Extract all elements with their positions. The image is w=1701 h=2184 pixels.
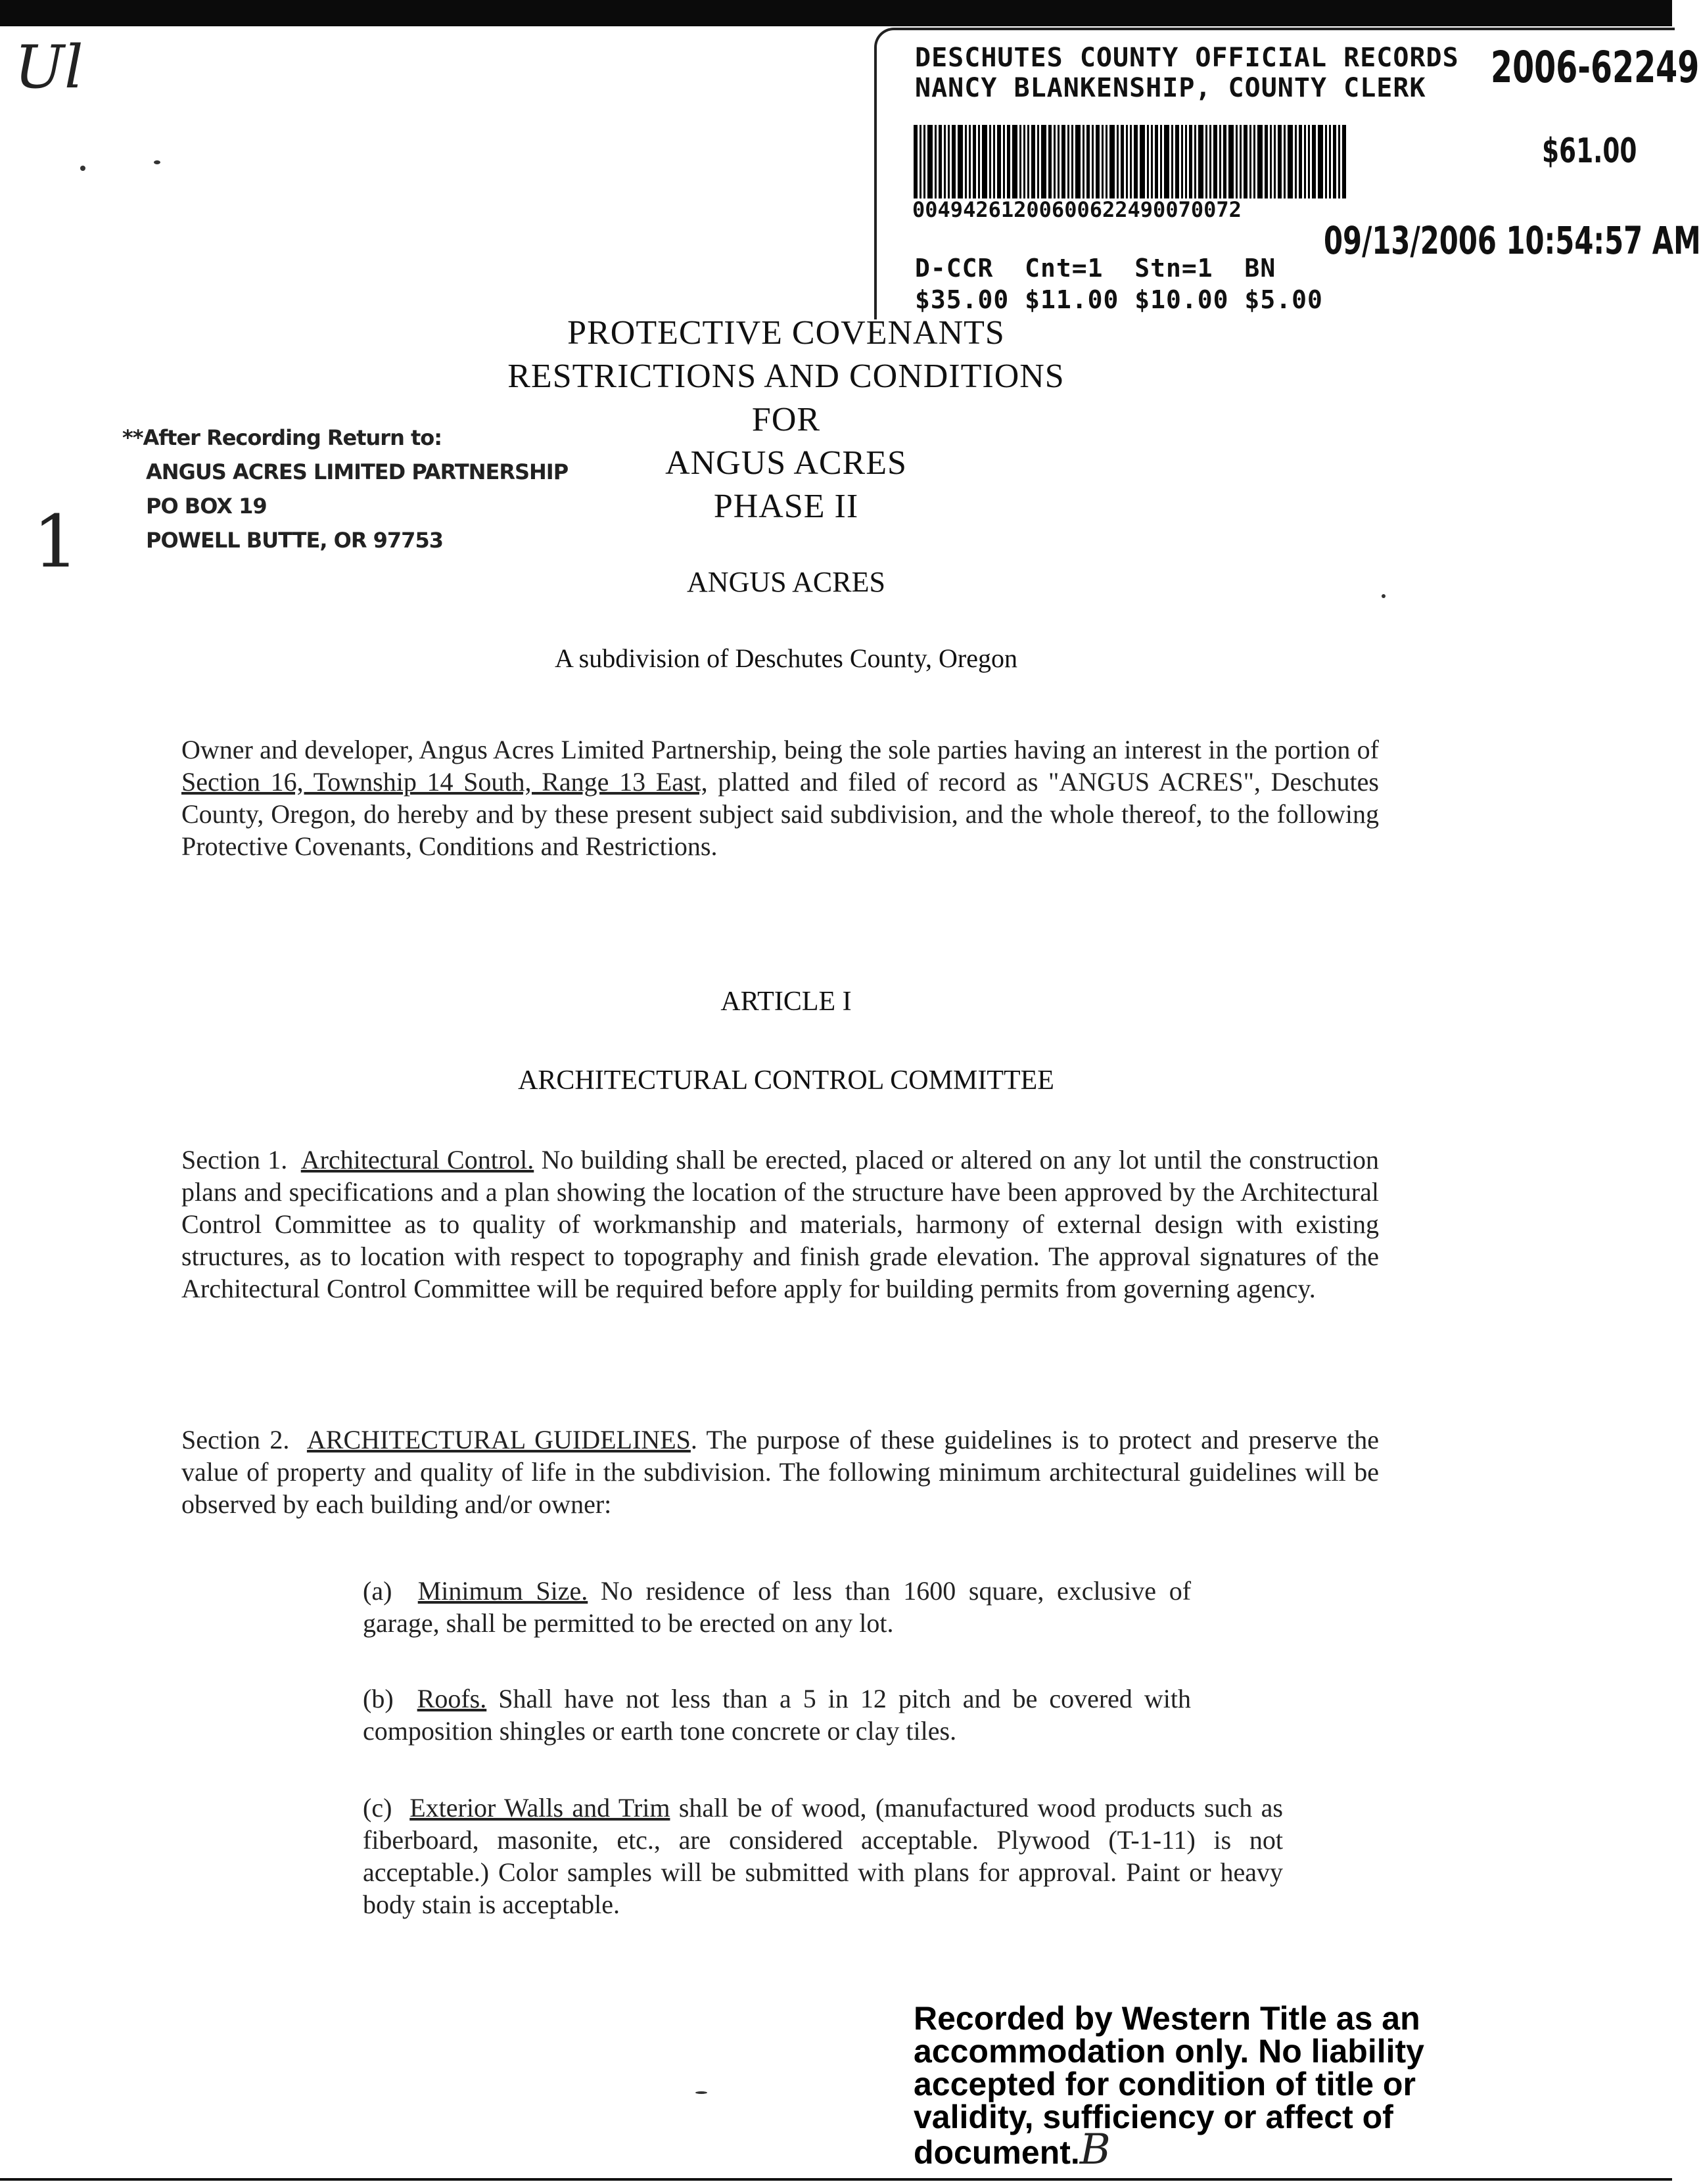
- guideline-b: [363, 1683, 1191, 1747]
- barcode-bar: [1278, 125, 1282, 198]
- intro-paragraph: [181, 733, 1379, 862]
- barcode-bar: [948, 125, 950, 198]
- barcode-bar: [965, 125, 967, 198]
- barcode-bar: [1106, 125, 1107, 198]
- barcode-bar: [1164, 125, 1169, 198]
- barcode-bar: [1058, 125, 1060, 198]
- barcode-bar: [1071, 125, 1073, 198]
- barcode-bar: [1037, 125, 1039, 198]
- barcode-bar: [1295, 125, 1297, 198]
- barcode-bar: [1151, 125, 1153, 198]
- section-1: [181, 1144, 1379, 1305]
- barcode-bar: [993, 125, 995, 198]
- barcode-bar: [1130, 125, 1132, 198]
- barcode-bar: [1209, 125, 1211, 198]
- guideline-c: [363, 1792, 1283, 1920]
- guideline-c-title: Exterior Walls and Trim: [409, 1793, 670, 1823]
- document-title: [359, 312, 1213, 528]
- guideline-b-letter: (b): [363, 1684, 394, 1713]
- section-2-label: Section 2.: [181, 1425, 290, 1454]
- barcode-bar: [1213, 125, 1217, 198]
- barcode-bar: [1019, 125, 1021, 198]
- handwritten-corner-mark: Ul: [14, 33, 83, 102]
- subdivision-name: ANGUS ACRES: [687, 566, 885, 598]
- barcode-bar: [1109, 125, 1115, 198]
- barcode-bar: [1023, 125, 1025, 198]
- barcode-bar: [1308, 125, 1310, 198]
- barcode-bar: [1270, 125, 1272, 198]
- barcode-bar: [1249, 125, 1251, 198]
- barcode-bar: [1134, 125, 1138, 198]
- return-to-label: **After Recording Return to:: [122, 425, 442, 450]
- barcode-bar: [1027, 125, 1029, 198]
- barcode-bar: [1140, 125, 1145, 198]
- barcode: [914, 125, 1433, 198]
- barcode-bar: [1288, 125, 1293, 198]
- barcode-bar: [1054, 125, 1056, 198]
- barcode-bar: [989, 125, 991, 198]
- barcode-bar: [1265, 125, 1268, 198]
- barcode-bar: [978, 125, 980, 198]
- barcode-bar: [1160, 125, 1162, 198]
- barcode-bar: [1219, 125, 1221, 198]
- barcode-bar: [1007, 125, 1010, 198]
- barcode-bar: [1299, 125, 1302, 198]
- barcode-bar: [1147, 125, 1149, 198]
- barcode-bar: [944, 125, 946, 198]
- barcode-bar: [952, 125, 956, 198]
- section-2: [181, 1424, 1379, 1520]
- barcode-bar: [1155, 125, 1158, 198]
- section-1-text: No building shall be erected, placed or altered on any lot until the construction plans and specifications and a plan showing the location of the structure have been approved by the Architectural Control Committee as to quality of workmanship and materials, harmony of external design with existing structures, as to location with respect to topography and finish grade elevation. The approval signatures of the Architectural Control Committee will be required before apply for building permits from governing agency.: [181, 1145, 1380, 1303]
- section-1-label: Section 1.: [181, 1145, 288, 1174]
- guideline-c-text: shall be of wood, (manufactured wood products such as fiberboard, masonite, etc., are considered acceptable. Plywood (T-1-11) is not acceptable.) Color samples will be submitted with plans for approval. Paint or heavy body stain is acceptable.: [363, 1793, 1283, 1919]
- barcode-bar: [1253, 125, 1255, 198]
- barcode-bar: [935, 125, 937, 198]
- title-line-1: PROTECTIVE COVENANTS: [567, 314, 1005, 352]
- return-to-box: PO BOX 19: [146, 494, 267, 519]
- disclaimer-line-5: document.: [914, 2134, 1080, 2171]
- section-2-title: ARCHITECTURAL GUIDELINES: [306, 1425, 691, 1454]
- barcode-bar: [923, 125, 925, 198]
- guideline-b-text: Shall have not less than a 5 in 12 pitch and be covered with composition shingles or earth tone concrete or clay tiles.: [363, 1684, 1192, 1746]
- scan-speck: [695, 2091, 707, 2094]
- barcode-bar: [1121, 125, 1124, 198]
- scan-speck: [80, 166, 85, 171]
- barcode-bar: [1228, 125, 1234, 198]
- barcode-bar: [1067, 125, 1069, 198]
- total-fee: $61.00: [1542, 131, 1637, 171]
- barcode-bar: [1086, 125, 1090, 198]
- barcode-bar: [1061, 125, 1065, 198]
- barcode-bar: [1048, 125, 1052, 198]
- guideline-a-text: No residence of less than 1600 square, exclusive of garage, shall be permitted to be erected on any lot.: [363, 1576, 1192, 1638]
- barcode-bar: [1329, 125, 1331, 198]
- scan-speck: [154, 160, 160, 164]
- disclaimer-line-1: Recorded by Western Title as an: [914, 2000, 1420, 2037]
- guideline-a-title: Minimum Size.: [417, 1576, 588, 1606]
- barcode-bar: [973, 125, 976, 198]
- title-line-5: PHASE II: [713, 488, 859, 525]
- document-number: 2006-62249: [1491, 42, 1700, 93]
- title-line-3: FOR: [751, 401, 821, 438]
- return-to-name: ANGUS ACRES LIMITED PARTNERSHIP: [146, 459, 569, 484]
- title-line-2: RESTRICTIONS AND CONDITIONS: [507, 358, 1065, 395]
- disclaimer-line-2: accommodation only. No liability: [914, 2033, 1424, 2070]
- article-number: ARTICLE I: [720, 987, 852, 1017]
- barcode-bar: [1236, 125, 1238, 198]
- barcode-bar: [1083, 125, 1084, 198]
- title-company-disclaimer: [914, 2000, 1650, 2174]
- barcode-bar: [1075, 125, 1081, 198]
- barcode-bar: [1175, 125, 1179, 198]
- barcode-bar: [914, 125, 918, 198]
- guideline-c-letter: (c): [363, 1793, 392, 1823]
- barcode-bar: [1333, 125, 1336, 198]
- article-heading: ARCHITECTURAL CONTROL COMMITTEE: [518, 1065, 1054, 1096]
- barcode-bar: [939, 125, 942, 198]
- recording-fees: $35.00 $11.00 $10.00 $5.00: [915, 285, 1323, 314]
- barcode-bar: [1240, 125, 1242, 198]
- barcode-bar: [920, 125, 921, 198]
- barcode-bar: [1318, 125, 1323, 198]
- barcode-bar: [1325, 125, 1327, 198]
- guideline-a: [363, 1575, 1191, 1639]
- barcode-bar: [1274, 125, 1276, 198]
- barcode-bar: [1126, 125, 1128, 198]
- barcode-bar: [1102, 125, 1104, 198]
- guideline-a-letter: (a): [363, 1576, 392, 1606]
- barcode-bar: [1096, 125, 1100, 198]
- barcode-bar: [1181, 125, 1183, 198]
- legal-description: Section 16, Township 14 South, Range 13 East,: [181, 767, 708, 797]
- intro-text-1: Owner and developer, Angus Acres Limited Partnership, being the sole parties having an interest in the portion of: [181, 735, 1379, 764]
- barcode-bar: [1284, 125, 1286, 198]
- scan-bottom-border: [0, 2178, 1672, 2181]
- barcode-bar: [982, 125, 987, 198]
- barcode-bar: [1194, 125, 1196, 198]
- return-to-city: POWELL BUTTE, OR 97753: [146, 528, 443, 553]
- barcode-bar: [997, 125, 1001, 198]
- scan-speck: [1382, 594, 1386, 598]
- barcode-bar: [1117, 125, 1119, 198]
- barcode-bar: [1244, 125, 1247, 198]
- title-line-4: ANGUS ACRES: [665, 444, 907, 482]
- handwritten-initial: B: [1079, 2126, 1111, 2174]
- barcode-bar: [1342, 125, 1346, 198]
- barcode-bar: [1304, 125, 1306, 198]
- barcode-bar: [969, 125, 971, 198]
- county-clerk: NANCY BLANKENSHIP, COUNTY CLERK: [915, 73, 1426, 103]
- barcode-bar: [1257, 125, 1263, 198]
- subdivision-description: A subdivision of Deschutes County, Oregon: [554, 643, 1018, 673]
- barcode-bar: [1041, 125, 1046, 198]
- barcode-bar: [1092, 125, 1094, 198]
- recording-office: DESCHUTES COUNTY OFFICIAL RECORDS: [915, 43, 1459, 73]
- barcode-bar: [1012, 125, 1017, 198]
- barcode-bar: [1223, 125, 1226, 198]
- disclaimer-line-4: validity, sufficiency or affect of: [914, 2099, 1393, 2135]
- scan-top-border: [0, 0, 1672, 26]
- recording-datetime: 09/13/2006 10:54:57 AM: [1324, 218, 1701, 263]
- barcode-bar: [1198, 125, 1203, 198]
- guideline-b-title: Roofs.: [417, 1684, 487, 1713]
- barcode-number: 00494261200600622490070072: [912, 197, 1242, 222]
- section-2-text: . The purpose of these guidelines is to protect and preserve the value of property and quality of life in the subdivision. The following minimum architectural guidelines will be observed by each building and/or owner:: [181, 1425, 1379, 1519]
- barcode-bar: [927, 125, 933, 198]
- barcode-bar: [1189, 125, 1192, 198]
- barcode-bar: [1338, 125, 1340, 198]
- intro-text-2: platted and filed of record as "ANGUS ACRES", Deschutes County, Oregon, do hereby and by these present subject said subdivision, and the whole thereof, to the following Protective Covenants, Conditions and Restrictions.: [181, 767, 1379, 861]
- barcode-bar: [1171, 125, 1173, 198]
- barcode-bar: [958, 125, 963, 198]
- barcode-bar: [1031, 125, 1035, 198]
- handwritten-page-mark: 1: [33, 500, 79, 584]
- barcode-bar: [1003, 125, 1005, 198]
- barcode-bar: [1185, 125, 1187, 198]
- section-1-title: Architectural Control.: [300, 1145, 534, 1174]
- disclaimer-line-3: accepted for condition of title or: [914, 2066, 1416, 2103]
- barcode-bar: [1205, 125, 1207, 198]
- recording-codes: D-CCR Cnt=1 Stn=1 BN: [915, 254, 1276, 283]
- barcode-bar: [1312, 125, 1316, 198]
